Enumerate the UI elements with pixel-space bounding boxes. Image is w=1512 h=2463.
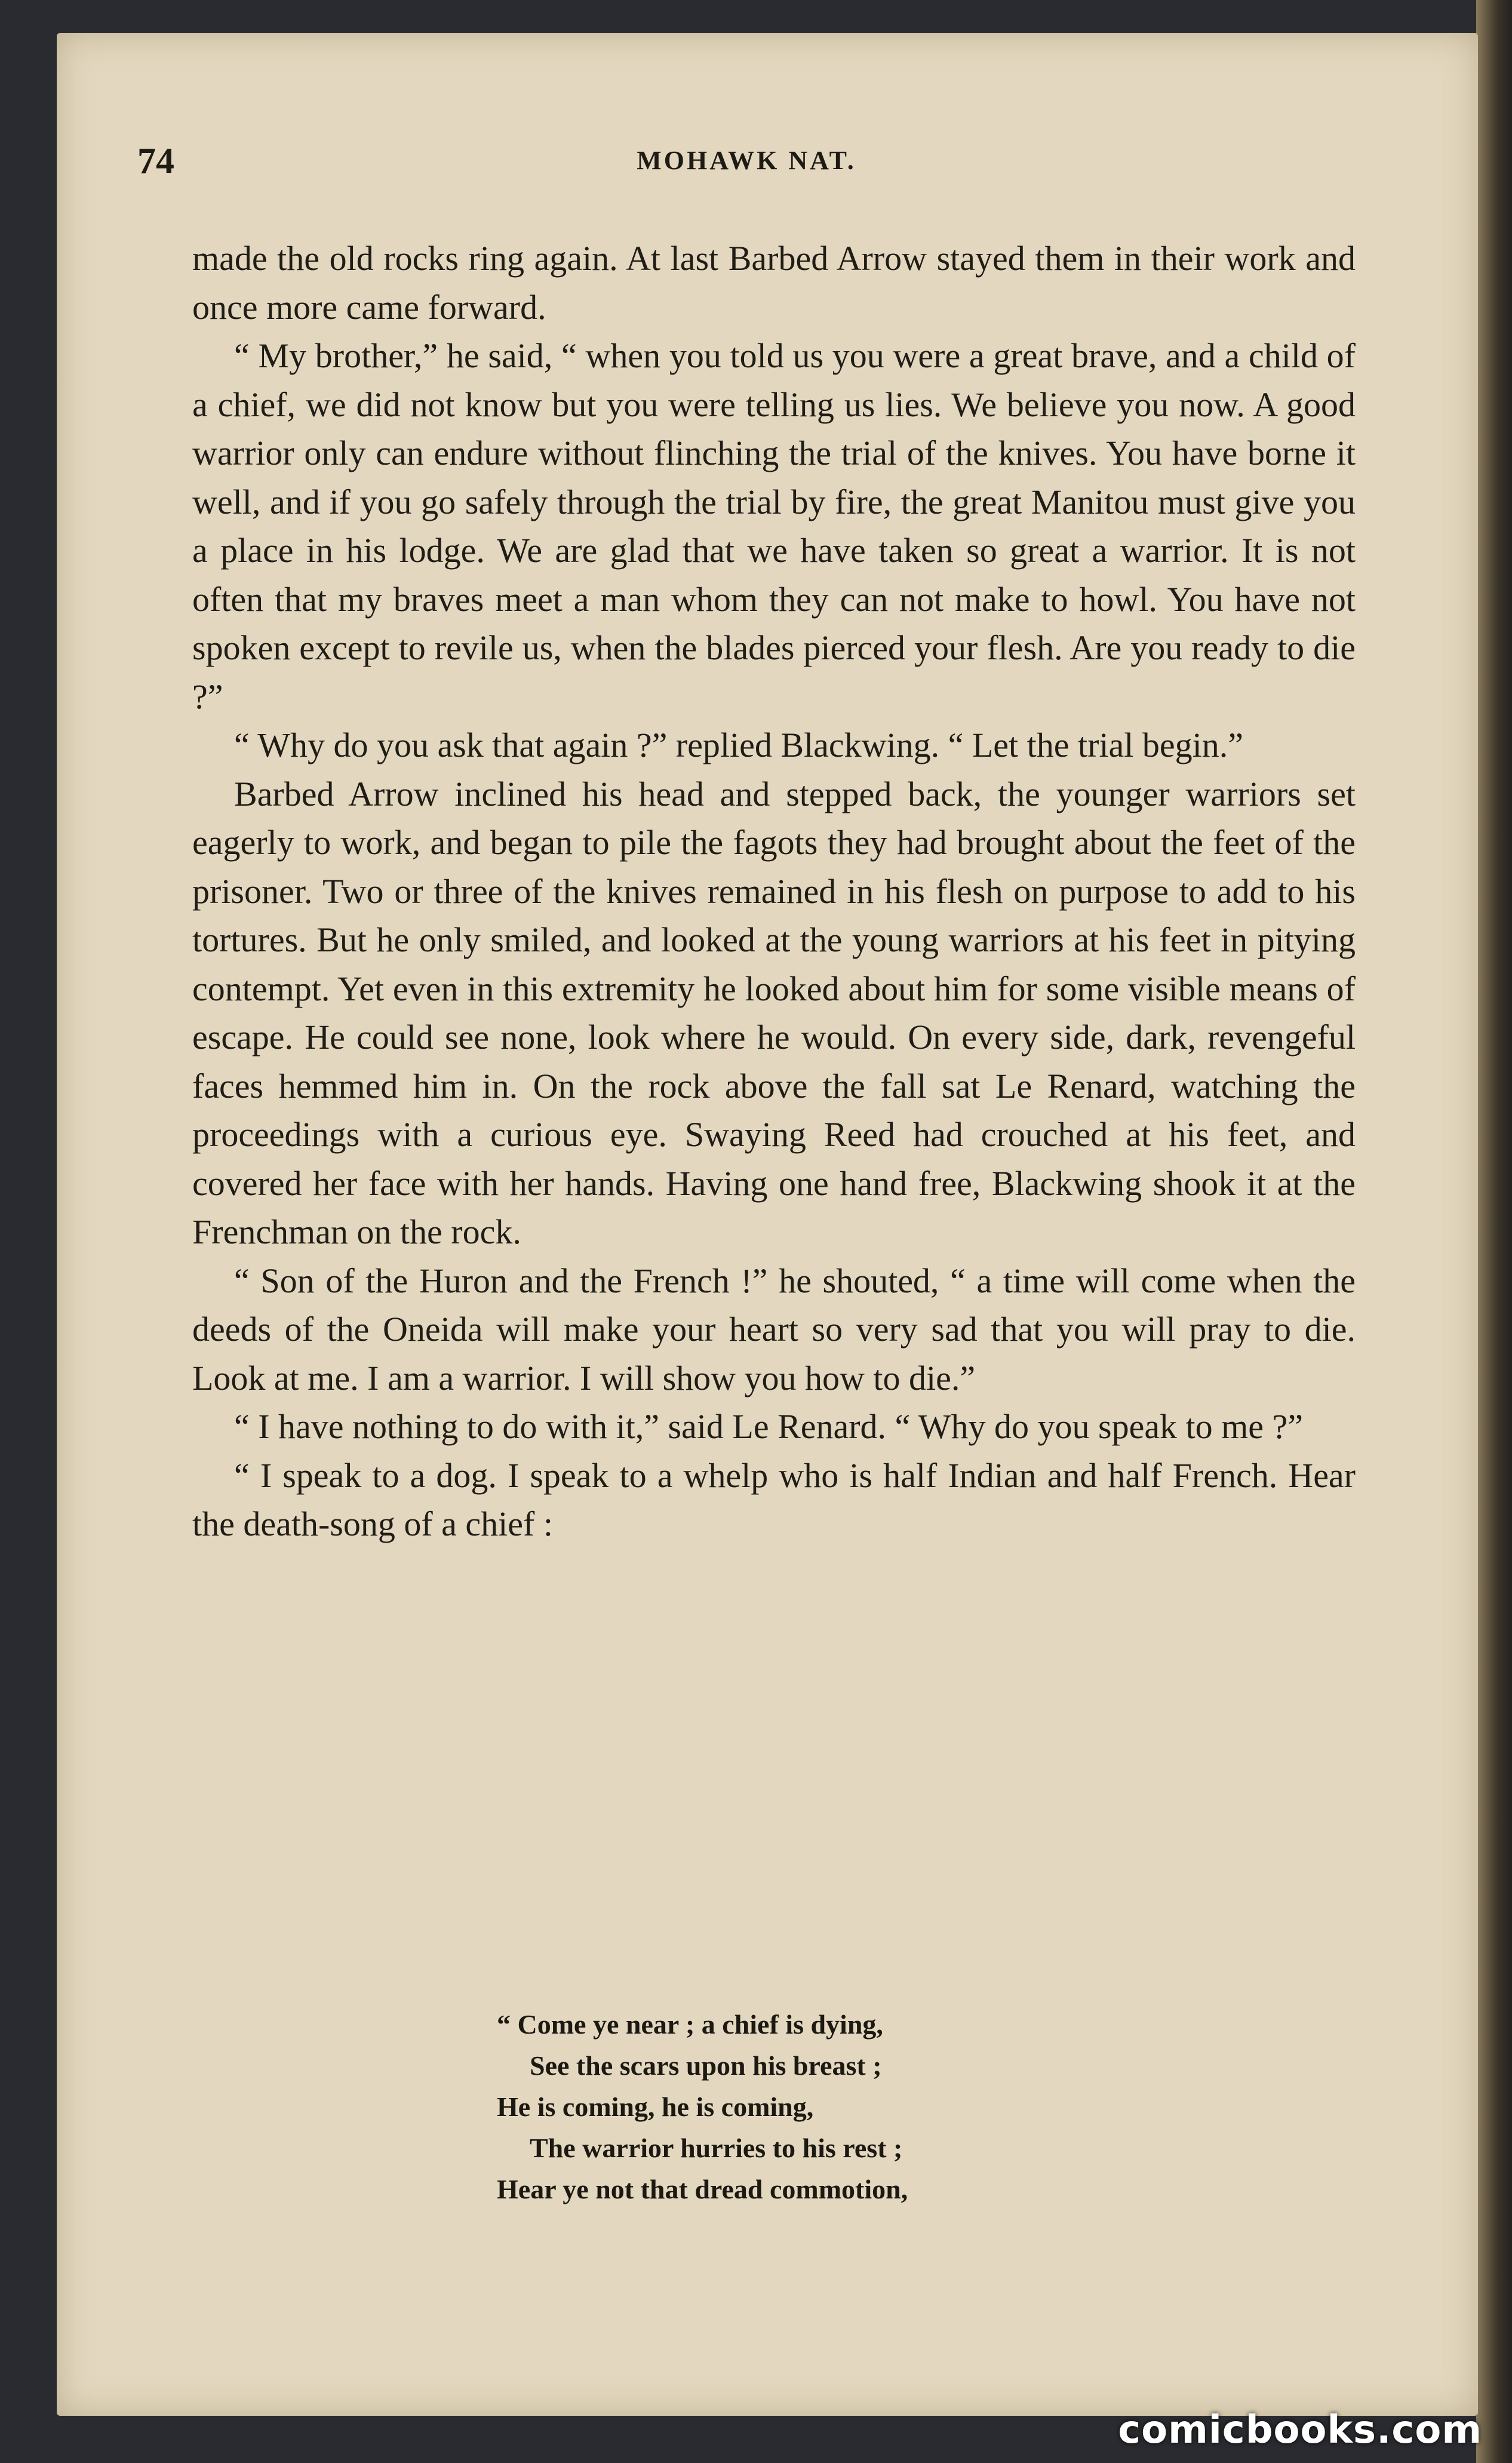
page-number: 74 [137,141,174,182]
paragraph-7: “ I speak to a dog. I speak to a whelp who is half Indian and half French. Hear the death-song of a chief : [192,1455,1356,1543]
page-header [137,140,1356,194]
paragraph-6: “ I have nothing to do with it,” said Le Renard. “ Why do you speak to me ?” [234,1407,1304,1446]
verse-line-5: Hear ye not that dread commotion, [497,2174,908,2204]
verse-line-2: See the scars upon his breast ; [530,2050,882,2081]
paragraph-2: “ My brother,” he said, “ when you told us you were a great brave, and a child of a chief, we did not know but you were telling us lies. We believe you now. A good warrior only can endure without flinching the trial of the knives. You have borne it well, and if you go safely through the trial by fire, the great Manitou must give you a place in his lodge. We are glad that we have taken so great a warrior. It is not often that my braves meet a man whom they can not make to howl. You have not spoken except to revile us, when the blades pierced your flesh. Are you ready to die ?” [192,336,1356,716]
verse-line-4: The warrior hurries to his rest ; [530,2133,903,2163]
paragraph-1: made the old rocks ring again. At last Barbed Arrow stayed them in their work and once more came forward. [192,239,1356,327]
death-song-verse [497,2004,1213,2210]
paragraph-5: “ Son of the Huron and the French !” he shouted, “ a time will come when the deeds of the Oneida will make your heart so very sad that you will pray to die. Look at me. I am a warrior. I will show you how to die.” [192,1261,1356,1398]
paragraph-4: Barbed Arrow inclined his head and stepped back, the younger warriors set eagerly to work, and began to pile the fagots they had brought about the feet of the prisoner. Two or three of the knives remained in his flesh on purpose to add to his tortures. But he only smiled, and looked at the young warriors at his feet in pitying contempt. Yet even in this extremity he looked about him for some visible means of escape. He could see none, look where he would. On every side, dark, revengeful faces hemmed him in. On the rock above the fall sat Le Renard, watching the proceedings with a curious eye. Swaying Reed had crouched at his feet, and covered her face with her hands. Having one hand free, Blackwing shook it at the Frenchman on the rock. [192,774,1356,1251]
paragraph-3: “ Why do you ask that again ?” replied Blackwing. “ Let the trial begin.” [234,726,1244,764]
running-head-title: MOHAWK NAT. [637,146,856,175]
verse-line-1: “ Come ye near ; a chief is dying, [497,2009,883,2040]
body-text [192,234,1356,1549]
site-watermark: comicbooks.com [1118,2408,1482,2452]
verse-line-3: He is coming, he is coming, [497,2092,814,2122]
book-spine-edge [1476,0,1512,2463]
